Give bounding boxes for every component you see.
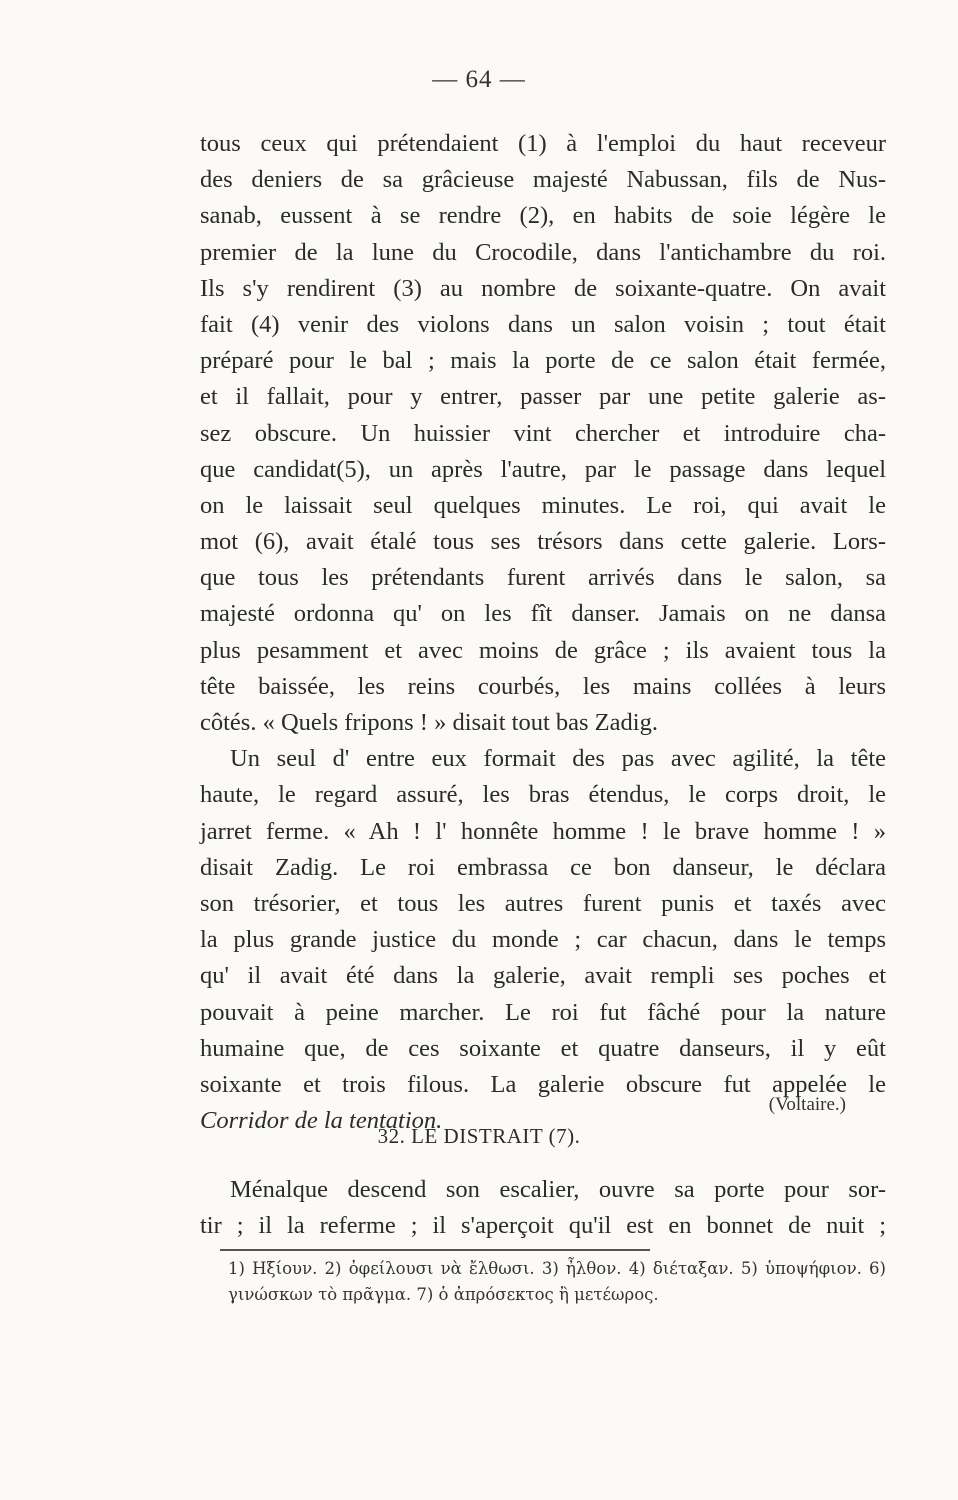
italic-title-line: Corridor de la tentation.	[200, 1107, 443, 1135]
text-line: plus pesamment et avec moins de grâce ; ils avaient tous la	[200, 636, 886, 664]
text-line: Ménalque descend son escalier, ouvre sa porte pour sor-	[230, 1176, 886, 1203]
text-line: disait Zadig. Le roi embrassa ce bon danseur, le déclara	[200, 853, 886, 881]
footnotes	[228, 1256, 886, 1308]
text-line: soixante et trois filous. La galerie obscure fut appelée le	[200, 1070, 886, 1098]
text-line: que candidat(5), un après l'autre, par le passage dans lequel	[200, 455, 886, 483]
text-line: on le laissait seul quelques minutes. Le roi, qui avait le	[200, 491, 886, 519]
text-line: pouvait à peine marcher. Le roi fut fâché pour la nature	[200, 998, 886, 1026]
text-line: son trésorier, et tous les autres furent punis et taxés avec	[200, 889, 886, 917]
text-line: majesté ordonna qu' on les fît danser. Jamais on ne dansa	[200, 600, 886, 628]
text-line: qu' il avait été dans la galerie, avait rempli ses poches et	[200, 962, 886, 990]
page-number: — 64 —	[432, 66, 526, 93]
text-line: et il fallait, pour y entrer, passer par une petite galerie as-	[200, 383, 886, 411]
text-line: sanab, eussent à se rendre (2), en habits de soie légère le	[200, 202, 886, 230]
text-line: des deniers de sa grâcieuse majesté Nabussan, fils de Nus-	[200, 166, 886, 194]
author-attribution: (Voltaire.)	[768, 1094, 846, 1115]
body-text	[200, 126, 886, 1139]
text-line: Ils s'y rendirent (3) au nombre de soixante-quatre. On avait	[200, 274, 886, 302]
section-text	[200, 1172, 886, 1244]
text-line: préparé pour le bal ; mais la porte de ce salon était fermée,	[200, 347, 886, 375]
text-line: la plus grande justice du monde ; car chacun, dans le temps	[200, 926, 886, 954]
text-line: jarret ferme. « Ah ! l' honnête homme ! le brave homme ! »	[200, 817, 886, 845]
section-heading: 32. LE DISTRAIT (7).	[377, 1124, 581, 1148]
text-line: fait (4) venir des violons dans un salon voisin ; tout était	[200, 310, 886, 338]
text-line: tête baissée, les reins courbés, les mains collées à leurs	[200, 672, 886, 700]
text-line: humaine que, de ces soixante et quatre danseurs, il y eût	[200, 1034, 886, 1062]
text-line: mot (6), avait étalé tous ses trésors dans cette galerie. Lors-	[200, 528, 886, 556]
text-line: tous ceux qui prétendaient (1) à l'emploi du haut receveur	[200, 130, 886, 157]
text-line: premier de la lune du Crocodile, dans l'antichambre du roi.	[200, 238, 886, 266]
footnote-rule	[220, 1249, 650, 1251]
text-line: sez obscure. Un huissier vint chercher et introduire cha-	[200, 419, 886, 447]
text-line: Un seul d' entre eux formait des pas avec agilité, la tête	[230, 745, 886, 773]
text-line: haute, le regard assuré, les bras étendus, le corps droit, le	[200, 781, 886, 809]
footnote-line: 1) Ηξίουν. 2) ὀφείλουσι νὰ ἔλθωσι. 3) ἦλθον. 4) διέταξαν. 5) ὑποψήφιον. 6)	[228, 1259, 886, 1278]
footnote-line: γινώσκων τὸ πρᾶγμα. 7) ὁ ἀπρόσεκτος ἢ μετέωρος.	[228, 1285, 659, 1304]
text-line: que tous les prétendants furent arrivés dans le salon, sa	[200, 564, 886, 592]
text-line: côtés. « Quels fripons ! » disait tout bas Zadig.	[200, 709, 658, 736]
text-line: tir ; il la referme ; il s'aperçoit qu'il est en bonnet de nuit ;	[200, 1212, 886, 1240]
